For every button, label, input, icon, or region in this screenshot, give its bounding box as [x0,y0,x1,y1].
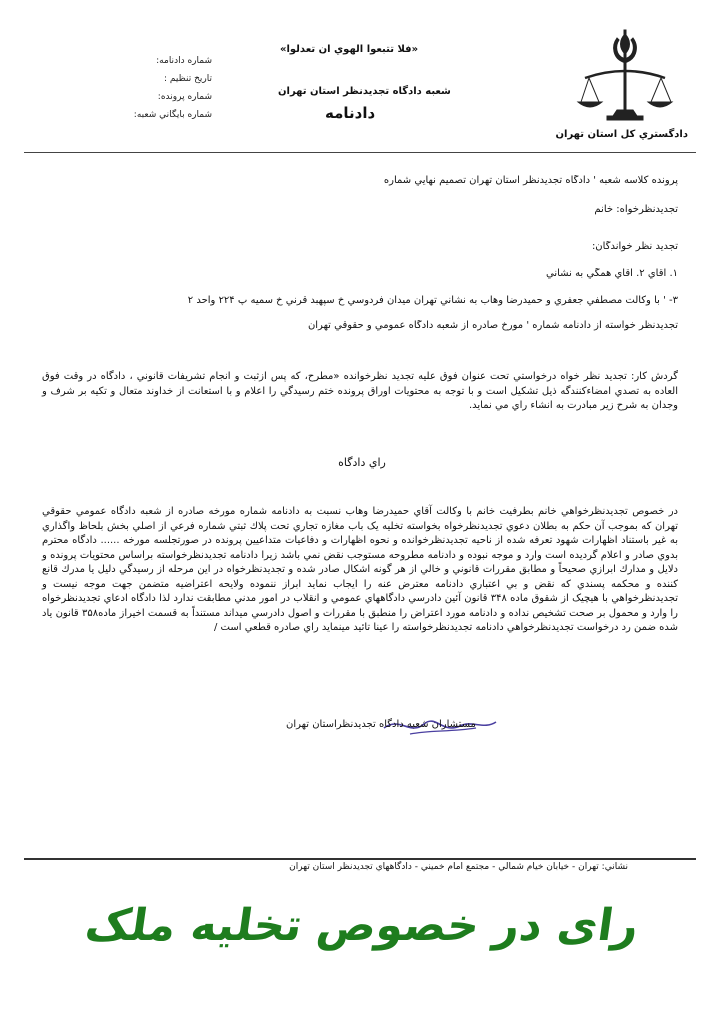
respondents-line: ۱. آقاي ۲. آقاي همگي به نشاني [546,268,678,279]
footer-address: نشاني: تهران - خيابان خيام شمالي - مجتمع امام خميني - دادگاههاي تجديدنظر استان تهران [289,862,628,872]
signature-line: مستشاران شعبه دادگاه تجديدنظراستان تهران [286,719,476,730]
header-divider [24,152,696,153]
respondent-3-line: ۳- ' با وكالت مصطفي جعفري و حميدرضا وهاب به نشاني تهران ميدان فردوسي خ سپهبد قرني خ سميه پ ۲۲۴ واحد ۲ [187,295,678,306]
respondents-heading: تجديد نظر خواندگان: [591,241,678,252]
iran-emblem-scales-icon [575,28,675,132]
verdict-paragraph: در خصوص تجديدنظرخواهي خانم بطرفيت خانم با وكالت آقاي حميدرضا وهاب نسبت به دادنامه شماره مورخه صادره از شعبه دادگاه عمومي حقوقي تهران كه بموجب آن حكم به بطلان دعوي تجديدنظرخواه بخواسته تخليه يک باب مغازه تجاري تحت پلاك ثبتي شماره فرعي از اصلي بخش بلحاظ واگذاري به غير باستناد اظهارات شهود تعرفه شده از ناحيه تجديدنظرخوانده و نحوه اظهارات و دفاعيات متداعيين پرونده در صورتجلسه مورخه ...... دادگاه محترم بدوي صادر و اعلام گرديده است وارد و موجه نبوده و دادنامه مطروحه مستوجب نقض نمي باشد زيرا دادنامه تجديدنظرخواسته براساس محتويات پرونده و دلايل و مدارك ابرازي صحيحاً و مطابق مقررات قانوني و خالي از هر گونه اشكال صادر شده و تجديدنظرخواه در اين مرحله از رسيدگي دليل يا مدرك قانع كننده و محكمه پسندي كه نقض و بي اعتباري دادنامه معترض عنه را ايجاب نمايد ابراز ننموده ولايحه اعتراضيه متضمن جهت موجه نيست و تجديدنظرخواهي با هيچيک از شقوق ماده ۳۴۸ قانون آئين دادرسي دادگاههاي عمومي و انقلاب در امور مدني مطابقت ندارد لذا دادگاه ادعاي تجديدنظرخواه را وارد و محمول بر صحت تشخيص نداده و دادنامه مورد اعتراض را منطبق با مقررات و اصول دادرسي ميداند مستنداً به قسمت اخيراز ماده۳۵۸ قانون ياد شده ضمن رد درخواست تجديدنظرخواهي دادنامه تجديدنظرخواسته را عينا تائيد مينمايد راي صادره قطعي است / [42,506,679,633]
footer-divider [24,858,696,860]
court-name: دادگستري كل استان تهران [555,129,688,140]
meta-issue-date: تاريخ تنظيم : [164,74,212,84]
procedure-paragraph: گردش كار: تجديد نظر خواه درخواستي تحت عنوان فوق عليه تجديد نظرخوانده «مطرح، كه پس ازثبت و انجام تشريفات قانوني ، دادگاه در وقت فوق العاده به تصدي امضاءكنندگه ذيل تشكيل است و با توجه به محتويات اوراق پرونده ختم رسيدگي را اعلام و با استعانت از خداوند متعال و تكيه بر شرف و وجدان به شرح زير مبادرت به انشاء راي مي نمايد. [42,371,678,411]
appellant-line: تجديدنظرخواه: خانم [594,204,678,215]
case-line: پرونده كلاسه شعبه ' دادگاه تجديدنظر استان تهران تصميم نهايي شماره [383,175,678,186]
meta-verdict-number: شماره دادنامه: [156,56,212,66]
branch-title: شعبه دادگاه تجدیدنظر استان تهران [278,86,451,97]
appealed-judgment-line: تجديدنظر خواسته از دادنامه شماره ' مورخ صادره از شعبه دادگاه عمومي و حقوقي تهران [307,320,678,331]
verdict-heading: راي دادگاه [338,456,386,469]
quran-verse: «فلا تتبعوا الهوي ان تعدلوا» [280,44,419,55]
meta-case-number: شماره پرونده: [157,92,212,102]
document-type-title: دادنامه [325,104,376,122]
meta-archive-number: شماره بايگاني شعبه: [133,110,212,120]
caption-title: رای در خصوص تخلیه ملک [81,900,643,951]
